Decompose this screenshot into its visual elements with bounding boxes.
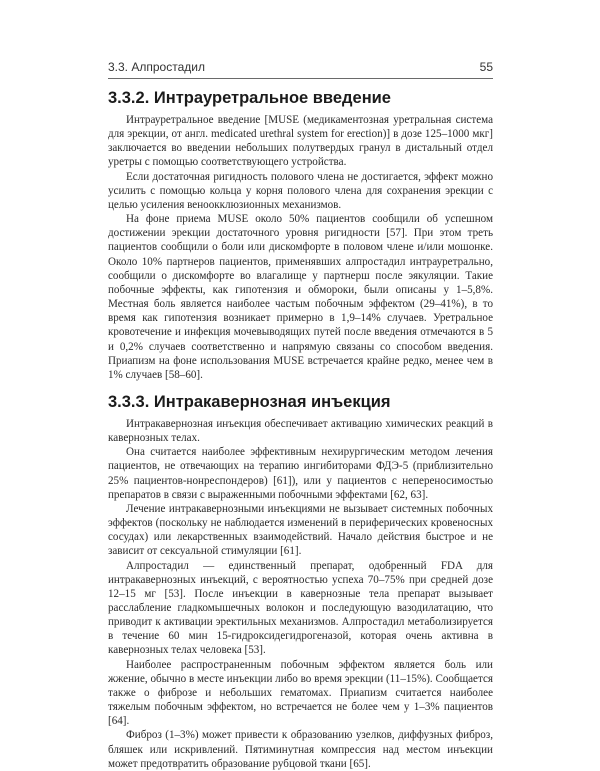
paragraph: Она считается наиболее эффективным нехирургическим методом лечения пациентов, не отвечающих на терапию ингибиторами ФДЭ-5 (приблизительно 25% пациентов-нонреспондеров) [61]), или у пациентов с непереносимостью препаратов в связи с выраженными побочными эффектами [62, 63]. [108, 446, 493, 501]
running-header [108, 58, 493, 79]
chapter-title: 3.3. Алпростадил [108, 60, 205, 74]
section-heading-intracavernous: 3.3.3. Интракавернозная инъекция [108, 392, 391, 411]
paragraph: Лечение интракавернозными инъекциями не вызывает системных побочных эффектов (поскольку не наблюдается изменений в периферических кровеносных сосудах) или лекарственных взаимодействий. Начало действия быстрое и не зависит от сексуальной стимуляции [61]. [108, 502, 493, 558]
paragraph: Фиброз (1–3%) может привести к образованию узелков, диффузных фиброз, бляшек или искривлений. Пятиминутная компрессия над местом инъекции может предотвратить образование рубцовой ткани [65]. [108, 729, 493, 770]
section-heading-intraurethral: 3.3.2. Интрауретральное введение [108, 89, 391, 107]
page-number: 55 [479, 60, 493, 74]
paragraph: Если достаточная ригидность полового члена не достигается, эффект можно усилить с помощью кольца у корня полового члена для сохранения эрекции с целью усиления веноокклюзионных механизмов. [108, 170, 493, 211]
paragraph: Наиболее распространенным побочным эффектом является боль или жжение, обычно в месте инъекции либо во время эрекции (11–15%). Сообщается также о фиброзе и небольших гематомах. Приапизм считается наиболее тяжелым побочным эффектом, но встречается не более чем у 1–3% пациентов [64]. [108, 658, 493, 728]
paragraph: Интрауретральное введение [MUSE (медикаментозная уретральная система для эрекции, от англ. medicated urethral system for erection)] в дозе 125–1000 мкг] заключается во введении небольших полутвердых гранул в дистальный отдел уретры с помощью соответствующего устройства. [108, 114, 493, 169]
paragraph: Интракавернозная инъекция обеспечивает активацию химических реакций в кавернозных телах. [108, 417, 493, 445]
paragraph: Алпростадил — единственный препарат, одобренный FDA для интракавернозных инъекций, с вероятностью успеха 70–75% при средней дозе 12–15 мг [53]. После инъекции в кавернозные тела препарат вызывает расслабление гладкомышечных волокон и последующую вазодилатацию, что приводит к активации эректильных механизмов. Алпростадил метаболизируется в течение 60 мин 15-гидроксидегидрогеназой, которая очень активна в кавернозных телах человека [53]. [108, 559, 493, 657]
paragraph: На фоне приема MUSE около 50% пациентов сообщили об успешном достижении эрекции достаточного уровня ригидности [57]. При этом треть пациентов сообщили о боли или дискомфорте в половом члене и/или мошонке. Около 10% партнеров пациентов, применявших алпростадил интрауретрально, сообщили о дискомфорте во влагалище у партнерш после эякуляции. Такие побочные эффекты, как гипотензия и обмороки, были описаны у 1–5,8%. Местная боль является наиболее частым побочным эффектом (29–41%), в то время как гипотензия возникает примерно в 1,9–14% случаев. Уретральное кровотечение и инфекция мочевыводящих путей после введения отмечаются в 5 и 0,2% случаев соответственно и напрямую связаны со способом введения. Приапизм на фоне использования MUSE встречается крайне редко, менее чем в 1% случаев [58–60]. [108, 213, 493, 381]
page-body [108, 88, 493, 771]
